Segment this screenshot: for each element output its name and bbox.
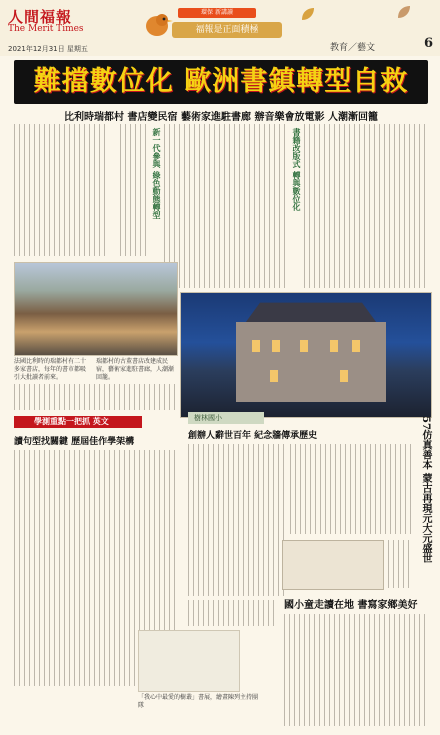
leaf-icon — [396, 4, 412, 20]
masthead-banner: 環保 新講讀 — [178, 8, 256, 18]
article-text-block — [120, 124, 146, 256]
article-text-block — [284, 614, 428, 726]
photo-house — [236, 322, 386, 402]
photo-caption: 法國比利時的瑞都村有二十多家書店，每年的書市都吸引大批讀者前來。 — [14, 358, 87, 381]
tag-sub: 英文 — [92, 417, 109, 426]
photo-caption: 「我心中最愛的樹叢」書展，繪畫陳列主持團隊 — [138, 694, 259, 709]
main-subtitle: 比利時瑞都村 書店變民宿 藝術家進駐書廊 辦音樂會放電影 人潮漸回籠 — [64, 112, 378, 123]
photo-window — [272, 340, 280, 352]
tag-label: 學測重點一把抓 — [34, 417, 90, 426]
photo-window — [252, 340, 260, 352]
photo-window — [340, 370, 348, 382]
article-text-block — [14, 124, 106, 256]
article-text-block — [164, 124, 286, 288]
masthead-slogan: 福報是正面積極 — [172, 22, 282, 38]
bird-mascot-icon — [140, 6, 174, 40]
photo-window — [352, 340, 360, 352]
illustration-image — [138, 630, 240, 692]
article-headline: 創辦人辭世百年 紀念牆傳承歷史 — [188, 431, 318, 441]
document-image — [282, 540, 384, 590]
photo-window — [330, 340, 338, 352]
photo-window — [270, 370, 278, 382]
article-text-block — [188, 444, 284, 596]
article-text-block — [188, 600, 278, 626]
article-text-block — [388, 540, 412, 588]
newspaper-logo-en: The Merit Times — [8, 24, 84, 34]
article-text-block — [290, 444, 412, 534]
newspaper-logo: 人間福報 — [8, 8, 73, 26]
bookshop-photo — [14, 262, 178, 356]
section-label: 教育／藝文 — [330, 43, 376, 53]
article-text-block — [14, 384, 176, 410]
page-number: 6 — [424, 36, 434, 51]
article-headline: 讀句型找關鍵 歷屆佳作學架構 — [14, 437, 135, 447]
subheading: 新一代參與 綠色動態轉型 — [152, 128, 162, 219]
article-headline-vertical: 57仿真善本 蒙古再現元大元盛世 — [420, 416, 431, 564]
issue-date: 2021年12月31日 星期五 — [8, 45, 88, 53]
photo-window — [300, 340, 308, 352]
subheading: 書籍改版式 轉與數位化 — [292, 128, 302, 211]
article-text-block — [304, 124, 428, 288]
article-headline: 國小童走讀在地 書寫家鄉美好 — [284, 600, 418, 611]
section-tag — [14, 416, 142, 428]
main-headline: 難擋數位化 歐洲書鎮轉型自救 — [33, 66, 409, 97]
leaf-icon — [300, 6, 316, 22]
photo-caption: 瑞都村的古董書店改建成民宿，藝術家進駐書廊，人潮漸回籠。 — [96, 358, 175, 381]
section-tag: 樹林國小 — [188, 412, 264, 424]
